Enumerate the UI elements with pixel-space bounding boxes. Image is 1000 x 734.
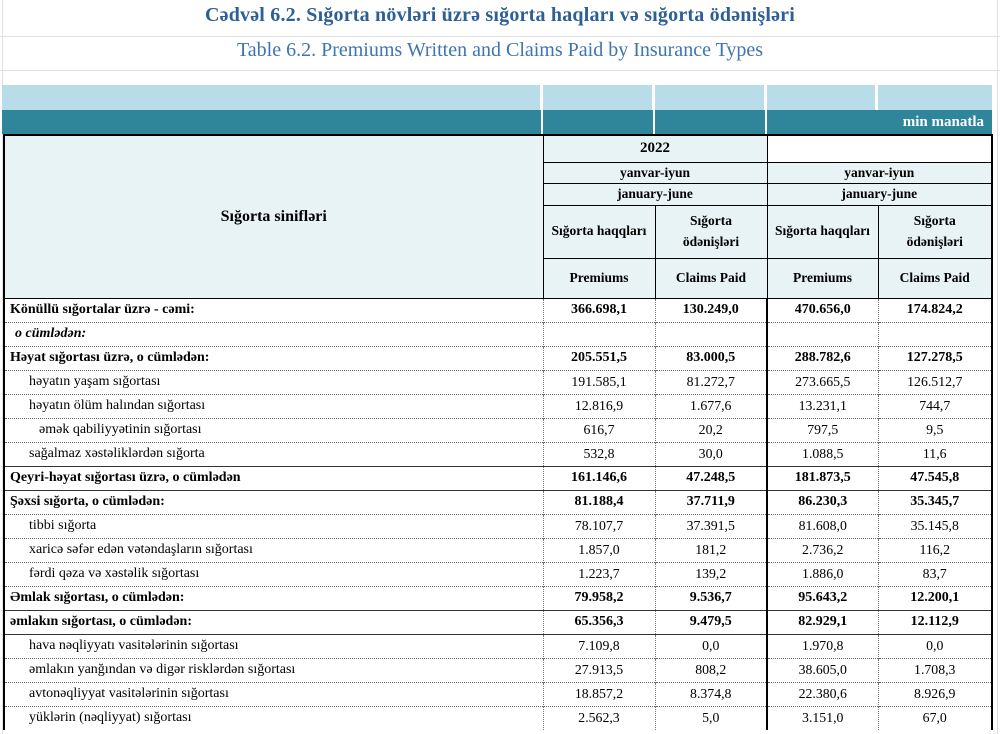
value-cell: 47.248,5 xyxy=(655,466,767,490)
table-row xyxy=(4,466,992,490)
value-cell: 38.605,0 xyxy=(767,658,878,682)
value-cell: 1.857,0 xyxy=(543,538,655,562)
title-separator-line xyxy=(0,36,1000,37)
insurance-table-wrap xyxy=(3,134,993,730)
table-row xyxy=(4,442,992,466)
premiums-en-header-1: Premiums xyxy=(543,258,655,298)
table-row xyxy=(4,610,992,634)
value-cell: 126.512,7 xyxy=(878,370,992,394)
table-row xyxy=(4,658,992,682)
row-label: xaricə səfər edən vətəndaşların sığortası xyxy=(4,538,543,562)
value-cell: 81.272,7 xyxy=(655,370,767,394)
value-cell: 2.562,3 xyxy=(543,706,655,730)
table-row xyxy=(4,418,992,442)
band-cell xyxy=(543,110,655,134)
value-cell: 12.816,9 xyxy=(543,394,655,418)
table-row xyxy=(4,394,992,418)
value-cell: 174.824,2 xyxy=(906,302,963,317)
value-cell: 744,7 xyxy=(878,394,992,418)
header-row-year xyxy=(4,135,992,162)
value-cell: 797,5 xyxy=(767,418,878,442)
row-label: Həyat sığortası üzrə, o cümlədən: xyxy=(4,346,543,370)
value-cell xyxy=(878,322,992,346)
year-right-header-empty xyxy=(767,135,992,162)
claims-en-header-1: Claims Paid xyxy=(655,258,767,298)
band-cell xyxy=(655,110,767,134)
row-label: həyatın ölüm halından sığortası xyxy=(4,394,543,418)
value-cell: 9.536,7 xyxy=(655,586,767,610)
row-label: əmlakın sığortası, o cümlədən: xyxy=(4,610,543,634)
value-cell: 81.608,0 xyxy=(767,514,878,538)
value-cell: 18.857,2 xyxy=(543,682,655,706)
claims-az-header-1: Sığorta ödənişləri xyxy=(655,205,767,258)
table-body xyxy=(4,298,992,730)
row-label: Əmlak sığortası, o cümlədən: xyxy=(4,586,543,610)
table-row xyxy=(4,322,992,346)
value-cell: 116,2 xyxy=(878,538,992,562)
row-label: fərdi qəza və xəstəlik sığortası xyxy=(4,562,543,586)
table-row xyxy=(4,298,992,322)
premiums-en-header-2: Premiums xyxy=(767,258,878,298)
value-cell: 139,2 xyxy=(655,562,767,586)
value-cell: 808,2 xyxy=(655,658,767,682)
claims-az-header-2: Sığorta ödənişləri xyxy=(878,205,992,258)
band-cell xyxy=(767,85,878,110)
row-label: tibbi sığorta xyxy=(4,514,543,538)
decorative-band-blue xyxy=(2,85,992,110)
value-cell: 35.145,8 xyxy=(878,514,992,538)
premiums-az-header-1: Sığorta haqqları xyxy=(543,205,655,258)
value-cell: 470.656,0 xyxy=(767,298,878,322)
premiums-az-header-2: Sığorta haqqları xyxy=(767,205,878,258)
value-cell xyxy=(767,322,878,346)
row-label: o cümlədən: xyxy=(4,322,543,346)
value-cell: 12.112,9 xyxy=(878,610,992,634)
year-2022-header: 2022 xyxy=(543,135,767,162)
row-label: Şəxsi sığorta, o cümlədən: xyxy=(4,490,543,514)
row-label: əmlakın yanğından və digər risklərdən sığortası xyxy=(4,658,543,682)
period-az-right: yanvar-iyun xyxy=(767,162,992,183)
period-en-right: january-june xyxy=(767,183,992,205)
row-label: sağalmaz xəstəliklərdən sığorta xyxy=(4,442,543,466)
value-cell: 67,0 xyxy=(878,706,992,730)
value-cell: 95.643,2 xyxy=(767,586,878,610)
value-cell xyxy=(655,322,767,346)
value-cell: 47.545,8 xyxy=(878,466,992,490)
value-cell: 20,2 xyxy=(655,418,767,442)
table-row xyxy=(4,634,992,658)
value-cell: 37.391,5 xyxy=(655,514,767,538)
band-cell xyxy=(543,85,655,110)
row-label: həyatın yaşam sığortası xyxy=(4,370,543,394)
table-row xyxy=(4,514,992,538)
value-cell: 83,7 xyxy=(878,562,992,586)
value-cell: 86.230,3 xyxy=(767,490,878,514)
unit-band-teal xyxy=(2,110,992,134)
row-label: Könüllü sığortalar üzrə - cəmi: xyxy=(4,298,543,322)
value-cell: 27.913,5 xyxy=(543,658,655,682)
value-cell: 79.958,2 xyxy=(543,586,655,610)
table-row xyxy=(4,562,992,586)
table-title-en: Table 6.2. Premiums Written and Claims Paid by Insurance Types xyxy=(236,39,764,61)
value-cell: 30,0 xyxy=(655,442,767,466)
value-cell: 273.665,5 xyxy=(767,370,878,394)
value-cell: 161.146,6 xyxy=(543,466,655,490)
table-row xyxy=(4,706,992,730)
table-row xyxy=(4,682,992,706)
insurance-table xyxy=(3,134,993,730)
value-cell: 0,0 xyxy=(878,634,992,658)
title-separator-line-2 xyxy=(0,70,1000,71)
row-label: əmək qabiliyyətinin sığortası xyxy=(4,418,543,442)
value-cell: 9.479,5 xyxy=(655,610,767,634)
band-cell xyxy=(878,85,992,110)
row-classes-header: Sığorta sinifləri xyxy=(4,135,543,298)
value-cell: 127.278,5 xyxy=(878,346,992,370)
row-label: yüklərin (nəqliyyat) sığortası xyxy=(4,706,543,730)
row-label: Qeyri-həyat sığortası üzrə, o cümlədən xyxy=(4,466,543,490)
table-row xyxy=(4,538,992,562)
value-cell: 5,0 xyxy=(655,706,767,730)
value-cell: 3.151,0 xyxy=(767,706,878,730)
value-cell: 81.188,4 xyxy=(543,490,655,514)
band-cell xyxy=(655,85,767,110)
value-cell: 37.711,9 xyxy=(655,490,767,514)
period-en-left: january-june xyxy=(543,183,767,205)
value-cell: 8.374,8 xyxy=(655,682,767,706)
value-cell: 1.708,3 xyxy=(878,658,992,682)
right-gridline xyxy=(997,0,998,734)
value-cell: 1.677,6 xyxy=(655,394,767,418)
value-cell: 82.929,1 xyxy=(767,610,878,634)
value-cell: 83.000,5 xyxy=(655,346,767,370)
table-title-az: Cədvəl 6.2. Sığorta növləri üzrə sığorta haqları və sığorta ödənişləri xyxy=(204,4,796,26)
value-cell: 2.736,2 xyxy=(767,538,878,562)
value-cell: 181.873,5 xyxy=(767,466,878,490)
value-cell: 13.231,1 xyxy=(767,394,878,418)
table-row xyxy=(4,586,992,610)
value-cell: 191.585,1 xyxy=(543,370,655,394)
value-cell: 616,7 xyxy=(543,418,655,442)
row-label: hava nəqliyyatı vasitələrinin sığortası xyxy=(4,634,543,658)
table-row xyxy=(4,370,992,394)
claims-en-header-2: Claims Paid xyxy=(878,258,992,298)
value-cell: 0,0 xyxy=(655,634,767,658)
value-cell: 130.249,0 xyxy=(655,298,767,322)
value-cell: 1.223,7 xyxy=(543,562,655,586)
value-cell: 78.107,7 xyxy=(543,514,655,538)
value-cell: 532,8 xyxy=(543,442,655,466)
value-cell: 7.109,8 xyxy=(543,634,655,658)
value-cell: 11,6 xyxy=(878,442,992,466)
band-cell xyxy=(2,85,543,110)
row-label: avtonəqliyyat vasitələrinin sığortası xyxy=(4,682,543,706)
value-cell: 65.356,3 xyxy=(543,610,655,634)
table-header xyxy=(4,135,992,298)
value-cell: 1.970,8 xyxy=(767,634,878,658)
unit-label: min manatla xyxy=(767,110,992,134)
value-cell: 288.782,6 xyxy=(767,346,878,370)
table-row xyxy=(4,346,992,370)
value-cell: 1.886,0 xyxy=(767,562,878,586)
value-cell: 8.926,9 xyxy=(878,682,992,706)
table-row xyxy=(4,490,992,514)
value-cell: 9,5 xyxy=(878,418,992,442)
value-cell: 205.551,5 xyxy=(543,346,655,370)
value-cell: 12.200,1 xyxy=(878,586,992,610)
value-cell xyxy=(543,322,655,346)
value-cell: 1.088,5 xyxy=(767,442,878,466)
value-cell: 22.380,6 xyxy=(767,682,878,706)
value-cell: 366.698,1 xyxy=(543,298,655,322)
value-cell: 35.345,7 xyxy=(878,490,992,514)
band-cell xyxy=(2,110,543,134)
value-cell: 181,2 xyxy=(655,538,767,562)
period-az-left: yanvar-iyun xyxy=(543,162,767,183)
